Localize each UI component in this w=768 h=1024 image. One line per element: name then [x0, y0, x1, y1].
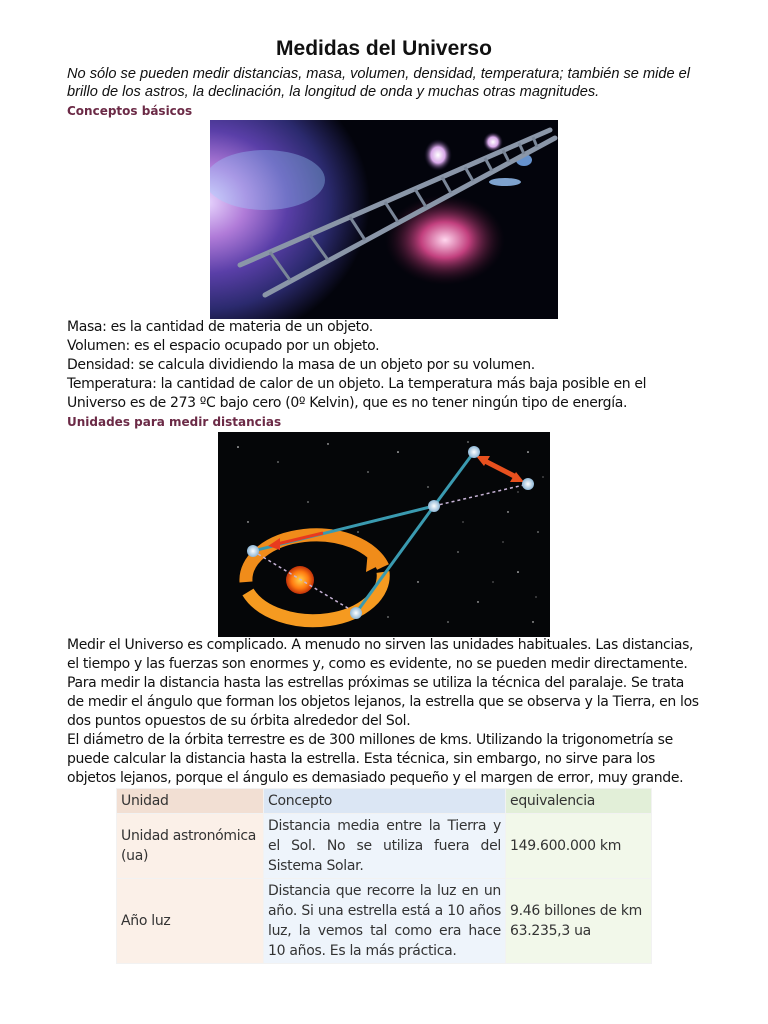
paragraph-paralaje: Para medir la distancia hasta las estrellas próximas se utiliza la técnica del paralaje. Se trata de medir el ángulo que forman los objetos lejanos, la estrella que se observa y la Tierra, en los dos puntos opuestos de su órbita alrededor del Sol.	[67, 675, 699, 729]
header-unidad: Unidad	[117, 789, 264, 814]
table-header-row	[117, 789, 652, 814]
section2-body	[67, 636, 703, 788]
section-heading-conceptos: Conceptos básicos	[67, 104, 193, 118]
section1-body	[67, 318, 703, 413]
header-concepto: Concepto	[264, 789, 506, 814]
masa-line: Masa: es la cantidad de materia de un objeto.	[67, 319, 373, 335]
densidad-line: Densidad: se calcula dividiendo la masa de un objeto por su volumen.	[67, 357, 535, 373]
table-row	[117, 879, 652, 964]
equivalencia-value: 149.600.000 km	[510, 838, 622, 854]
header-equivalencia: equivalencia	[506, 789, 652, 814]
units-table	[116, 788, 652, 964]
galaxy-ladder-image	[210, 120, 558, 319]
paragraph-complicado: Medir el Universo es complicado. A menudo no sirven las unidades habituales. Las distancias, el tiempo y las fuerzas son enormes y, como es evidente, no se pueden medir directamente.	[67, 637, 694, 672]
cell-equivalencia	[506, 814, 652, 879]
equivalencia-value: 9.46 billones de km	[510, 903, 642, 919]
intro-paragraph: No sólo se pueden medir distancias, masa, volumen, densidad, temperatura; también se mide el brillo de los astros, la declinación, la longitud de onda y muchas otras magnitudes.	[67, 66, 690, 100]
equivalencia-value: 63.235,3 ua	[510, 923, 591, 939]
cell-unidad: Unidad astronómica (ua)	[117, 814, 264, 879]
paragraph-diametro: El diámetro de la órbita terrestre es de 300 millones de kms. Utilizando la trigonometría se puede calcular la distancia hasta la estrella. Esta técnica, sin embargo, no sirve para los objetos lejanos, porque el ángulo es demasiado pequeño y el margen de error, muy grande.	[67, 732, 684, 786]
section-heading-unidades: Unidades para medir distancias	[67, 415, 282, 429]
volumen-line: Volumen: es el espacio ocupado por un objeto.	[67, 338, 380, 354]
temperatura-line: Temperatura: la cantidad de calor de un objeto. La temperatura más baja posible en el Universo es de 273 ºC bajo cero (0º Kelvin), que es no tener ningún tipo de energía.	[67, 376, 647, 411]
cell-unidad: Año luz	[117, 879, 264, 964]
parallax-diagram-image	[218, 432, 550, 637]
cell-equivalencia	[506, 879, 652, 964]
table-row	[117, 814, 652, 879]
cell-concepto: Distancia media entre la Tierra y el Sol. No se utiliza fuera del Sistema Solar.	[264, 814, 506, 879]
cell-concepto: Distancia que recorre la luz en un año. Si una estrella está a 10 años luz, la vemos tal como era hace 10 años. Es la más práctica.	[264, 879, 506, 964]
page-title: Medidas del Universo	[276, 37, 492, 60]
